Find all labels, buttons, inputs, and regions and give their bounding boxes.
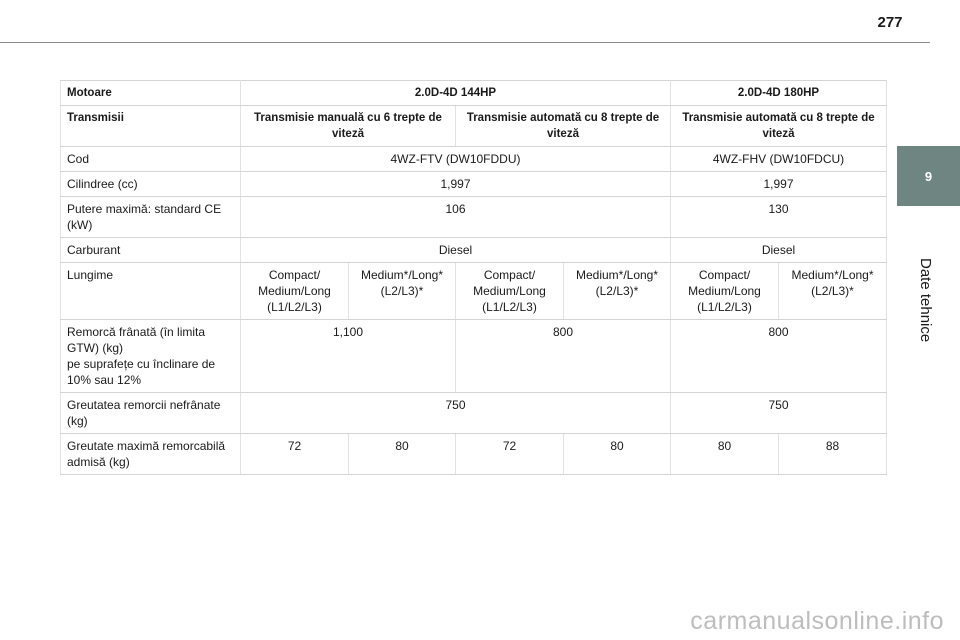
row-label-transmisii: Transmisii bbox=[61, 106, 241, 147]
table-row-putere bbox=[61, 197, 887, 238]
row-label-putere: Putere maximă: standard CE (kW) bbox=[61, 197, 241, 238]
table-row-carburant bbox=[61, 238, 887, 263]
row-label-lungime: Lungime bbox=[61, 263, 241, 320]
table-row-engines bbox=[61, 81, 887, 106]
table-row-remorca-nefranata bbox=[61, 393, 887, 434]
remorca-nefranata-engine-2: 750 bbox=[671, 393, 887, 434]
greutate-max-cell: 80 bbox=[349, 434, 456, 475]
cilindree-engine-2: 1,997 bbox=[671, 172, 887, 197]
engine-spec-table bbox=[60, 80, 887, 475]
remorca-franata-label-line2: pe suprafețe cu înclinare de 10% sau 12% bbox=[67, 357, 216, 387]
page-number: 277 bbox=[877, 14, 903, 31]
cilindree-engine-1: 1,997 bbox=[241, 172, 671, 197]
greutate-max-cell: 72 bbox=[241, 434, 349, 475]
chapter-tab[interactable]: 9 bbox=[897, 146, 960, 206]
carburant-engine-2: Diesel bbox=[671, 238, 887, 263]
cod-engine-2: 4WZ-FHV (DW10FDCU) bbox=[671, 147, 887, 172]
cod-engine-1: 4WZ-FTV (DW10FDDU) bbox=[241, 147, 671, 172]
table-row-greutate-max bbox=[61, 434, 887, 475]
row-label-remorca-nefranata: Greutatea remorcii nefrânate (kg) bbox=[61, 393, 241, 434]
greutate-max-cell: 72 bbox=[456, 434, 564, 475]
row-label-cilindree: Cilindree (cc) bbox=[61, 172, 241, 197]
greutate-max-cell: 80 bbox=[564, 434, 671, 475]
row-label-greutate-max: Greutate maximă remorcabilă admisă (kg) bbox=[61, 434, 241, 475]
greutate-max-cell: 80 bbox=[671, 434, 779, 475]
lungime-cell: Compact/ Medium/Long (L1/L2/L3) bbox=[241, 263, 349, 320]
lungime-cell: Compact/ Medium/Long (L1/L2/L3) bbox=[456, 263, 564, 320]
chapter-title: Date tehnice bbox=[917, 258, 934, 343]
remorca-franata-auto-8-b: 800 bbox=[671, 320, 887, 393]
engine-1-header: 2.0D-4D 144HP bbox=[241, 81, 671, 106]
lungime-cell: Compact/ Medium/Long (L1/L2/L3) bbox=[671, 263, 779, 320]
table-row-lungime bbox=[61, 263, 887, 320]
table-row-cilindree bbox=[61, 172, 887, 197]
table-row-transmisii bbox=[61, 106, 887, 147]
putere-engine-1: 106 bbox=[241, 197, 671, 238]
greutate-max-cell: 88 bbox=[779, 434, 887, 475]
watermark: carmanualsonline.info bbox=[690, 607, 944, 635]
lungime-cell: Medium*/Long* (L2/L3)* bbox=[349, 263, 456, 320]
row-label-remorca-franata bbox=[61, 320, 241, 393]
engine-2-header: 2.0D-4D 180HP bbox=[671, 81, 887, 106]
putere-engine-2: 130 bbox=[671, 197, 887, 238]
row-label-cod: Cod bbox=[61, 147, 241, 172]
carburant-engine-1: Diesel bbox=[241, 238, 671, 263]
remorca-franata-label-line1: Remorcă frânată (în limita GTW) (kg) bbox=[67, 325, 206, 355]
row-label-motoare: Motoare bbox=[61, 81, 241, 106]
transmission-manual-6: Transmisie manuală cu 6 trepte de viteză bbox=[241, 106, 456, 147]
remorca-franata-auto-8-a: 800 bbox=[456, 320, 671, 393]
transmission-auto-8-b: Transmisie automată cu 8 trepte de viteză bbox=[671, 106, 887, 147]
table-row-cod bbox=[61, 147, 887, 172]
table-row-remorca-franata bbox=[61, 320, 887, 393]
lungime-cell: Medium*/Long* (L2/L3)* bbox=[779, 263, 887, 320]
transmission-auto-8-a: Transmisie automată cu 8 trepte de viteză bbox=[456, 106, 671, 147]
row-label-carburant: Carburant bbox=[61, 238, 241, 263]
lungime-cell: Medium*/Long* (L2/L3)* bbox=[564, 263, 671, 320]
side-margin bbox=[930, 0, 960, 640]
header-rule bbox=[0, 42, 930, 43]
remorca-franata-manual-6: 1,100 bbox=[241, 320, 456, 393]
remorca-nefranata-engine-1: 750 bbox=[241, 393, 671, 434]
